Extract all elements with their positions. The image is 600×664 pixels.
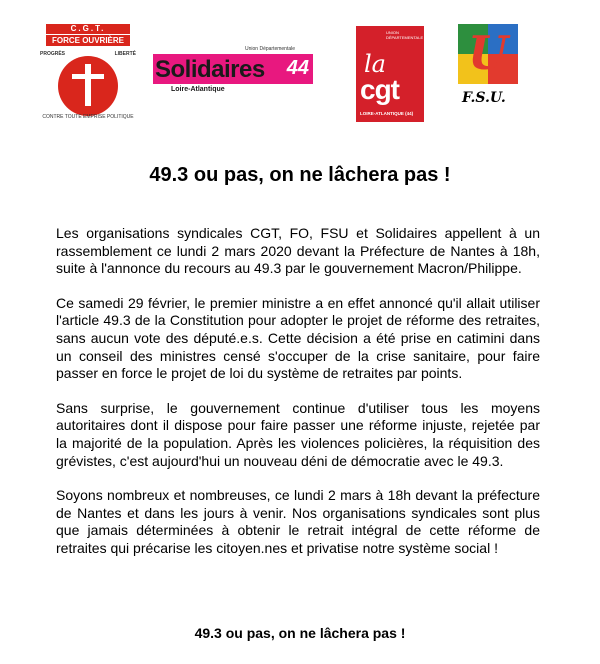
fsu-logo-label: F.S.U.: [462, 90, 506, 106]
page-title: 49.3 ou pas, on ne lâchera pas !: [149, 164, 451, 186]
fo-torch-icon: [58, 56, 118, 116]
cgt-logo-la: la: [364, 50, 386, 78]
cgt-logo-header: UNION DÉPARTEMENTALE: [386, 30, 424, 40]
paragraph-2: Ce samedi 29 février, le premier ministre a en effet annoncé qu'il allait utiliser l'article 49.3 de la Constitution pour adopter le projet de réforme des retraites, sans aucun vote des député.e.s. Cette décision a été prise en catimini dans un conseil des ministres censé s'occuper de la crise sanitaire, pour faire passer en force le projet de loi du système de retraites par points.: [56, 294, 540, 382]
solidaires-logo-number: 44: [286, 57, 309, 79]
fo-logo-left-word: PROGRÈS: [40, 51, 66, 57]
fsu-logo: [458, 24, 524, 110]
logo-bar: [0, 0, 600, 140]
solidaires-logo-word: Solidaires: [155, 56, 265, 83]
fsu-logo-letter: U: [468, 26, 509, 80]
fo-logo-line1: C.G.T.: [46, 24, 130, 34]
solidaires-logo-sub: Loire-Atlantique: [171, 86, 225, 93]
cgt-logo: [356, 26, 424, 122]
solidaires-logo: [153, 46, 313, 98]
fo-logo-line2: FORCE OUVRIÈRE: [46, 35, 130, 46]
fo-logo: [40, 24, 136, 124]
document-body: [56, 225, 540, 575]
solidaires-logo-small: Union Départementale: [245, 46, 296, 52]
paragraph-1: Les organisations syndicales CGT, FO, FSU et Solidaires appellent à un rassemblement ce lundi 2 mars 2020 devant la Préfecture de Nantes à 18h, suite à l'annonce du recours au 49.3 par le gouvernement Macron/Philippe.: [56, 225, 540, 277]
cgt-logo-dept: LOIRE-ATLANTIQUE (44): [360, 111, 414, 116]
cgt-logo-name: cgt: [360, 74, 399, 105]
closing-slogan: 49.3 ou pas, on ne lâchera pas !: [194, 625, 406, 641]
fo-logo-right-word: LIBERTÉ: [114, 51, 136, 57]
fo-logo-motto: CONTRE TOUTE EMPRISE POLITIQUE: [42, 114, 134, 120]
paragraph-4: Soyons nombreux et nombreuses, ce lundi 2 mars à 18h devant la préfecture de Nantes et dans les jours à venir. Nos organisations syndicales sont plus que jamais déterminées à obtenir le retrait intégral de cette réforme de retraites qui précarise les citoyen.nes et privatise notre système social !: [56, 487, 540, 556]
paragraph-3: Sans surprise, le gouvernement continue d'utiliser tous les moyens autoritaires dont il dispose pour faire passer une réforme injuste, rejetée par la majorité de la population. Après les violences policières, la réquisition des grévistes, c'est aujourd'hui un nouveau déni de démocratie avec le 49.3.: [56, 399, 540, 469]
